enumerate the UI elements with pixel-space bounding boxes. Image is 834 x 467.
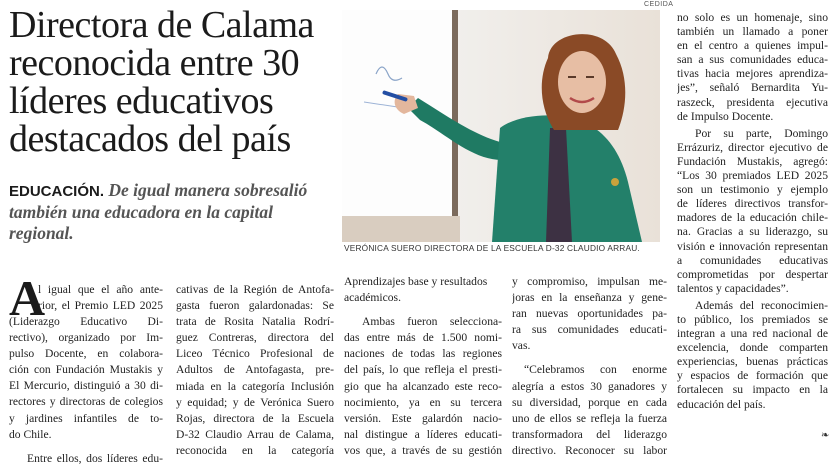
lead-text: regional. [9, 223, 74, 243]
text-line: Fundación Mustakis, agregó: [677, 154, 828, 168]
text-line: jes”, señaló Bernardita Yu- [677, 81, 828, 95]
column-5 [677, 11, 828, 412]
text-line: talentos y capacidades”. [677, 281, 789, 295]
text-line: Ambas fueron selecciona- [362, 315, 502, 329]
text-line: rior, el Premio LED 2025 [38, 299, 163, 313]
text-line: madores de la educación chile- [677, 211, 828, 225]
text-line: (Liderazgo Educativo Di- [9, 315, 163, 328]
text-line: integran a una red nacional de [677, 327, 828, 341]
text-line: versión. Este galardón nacio- [344, 411, 502, 425]
text-line: del país, lo que refleja el presti- [344, 363, 502, 377]
text-line: nal distingue a líderes educati- [344, 427, 502, 441]
text-line: Aprendizajes base y resultados [344, 275, 488, 288]
text-line: pulso Docente, en colabora- [9, 347, 163, 361]
lead-text: también una educadora en la capital [9, 202, 273, 222]
text-line: académicos. [344, 291, 401, 305]
text-line: rectores y directoras de colegios [9, 395, 163, 409]
headline-line: líderes educativos [9, 80, 274, 122]
text-line: san a sus comunidades educa- [677, 53, 828, 67]
text-line: to público, los premiados se [677, 312, 828, 326]
paragraph-gap [9, 443, 163, 451]
lead-text: De igual manera sobresalió [108, 180, 308, 200]
column-3 [344, 274, 502, 459]
text-line: a comunidades educativas [677, 253, 828, 267]
text-line: transformadora del liderazgo [512, 427, 667, 441]
text-line: visión e innovación representan [677, 239, 828, 253]
text-line: reconocida en la categoría [176, 443, 334, 457]
text-line: Rojas, directora de la Escuela [176, 411, 334, 425]
headline [9, 6, 339, 158]
column-1-body [9, 314, 163, 467]
text-line: su diversidad, porque en cada [512, 395, 667, 409]
column-4 [512, 274, 667, 459]
text-line: Entre ellos, dos líderes edu- [27, 451, 163, 465]
text-line: ra sus comunidades educati- [512, 323, 667, 337]
text-line: de líderes directivos transfor- [677, 197, 828, 211]
text-line: na. Gracias a su liderazgo, su [677, 225, 828, 239]
text-line: guez Contreras, directora del [176, 331, 334, 345]
text-line: vos que, a través de su gestión [344, 443, 502, 457]
text-line: nocimiento, ya en su tercera [344, 395, 502, 409]
text-line: “Celebramos con enorme [524, 363, 667, 377]
text-line: y equidad; y de Verónica Suero [176, 395, 334, 409]
text-line: en el centro a quienes impul- [677, 39, 828, 53]
text-line: excelencia, donde comparten [677, 341, 828, 355]
text-line: rectivo), organizado por Im- [9, 331, 163, 345]
text-line: miada en la categoría Inclusión [176, 379, 334, 393]
text-line: ción con Fundación Mustakis y [9, 363, 163, 377]
photo-caption: VERÓNICA SUERO DIRECTORA DE LA ESCUELA D-32 CLAUDIO ARRAU. [344, 243, 640, 253]
photo-credit: CEDIDA [644, 1, 674, 8]
lead-paragraph [9, 180, 339, 244]
text-line: Además del reconocimien- [695, 298, 828, 312]
text-line: directivo. Reconocer su labor [512, 443, 667, 457]
text-line: Por su parte, Domingo [695, 126, 828, 140]
article-photo [342, 10, 660, 242]
text-line: D-32 Claudio Arrau de Calama, [176, 427, 334, 441]
headline-line: destacados del país [9, 118, 291, 160]
text-line: Liceo Técnico Profesional de [176, 347, 334, 361]
drop-cap: A [9, 270, 46, 326]
paragraph-gap [512, 354, 667, 362]
text-line: de Impulso Docente. [677, 109, 774, 123]
text-line: y jardines infantiles de to- [9, 411, 163, 425]
column-2 [176, 282, 334, 459]
text-line: alegría a estos 30 ganadores y [512, 379, 667, 393]
column-1 [38, 282, 163, 314]
text-line: tivas hacia mejores aprendiza- [677, 67, 828, 81]
section-kicker: EDUCACIÓN. [9, 183, 105, 200]
paragraph-gap [344, 306, 502, 314]
text-line: no solo es un homenaje, sino [677, 11, 828, 24]
text-line: uno de ellos se refleja la fuerza [512, 411, 667, 425]
headline-line: Directora de Calama [9, 4, 314, 46]
face [558, 51, 606, 113]
text-line: fortalecen su impacto en la [677, 383, 828, 397]
text-line: do Chile. [9, 427, 52, 441]
text-line: joras en la enseñanza y gene- [512, 291, 667, 305]
text-line: das entre más de 1.500 nomi- [344, 331, 502, 345]
text-line: Errázuriz, director ejecutivo de [677, 140, 828, 154]
text-line: raszeck, presidenta ejecutiva [677, 95, 828, 109]
text-line: El Mercurio, distinguió a 30 di- [9, 379, 163, 393]
text-line: gio que ha alcanzado este reco- [344, 379, 502, 393]
text-line: también un llamado a poner [677, 25, 828, 39]
text-line: naciones de todas las regiones [344, 347, 502, 361]
text-line: son un testimonio y ejemplo [677, 183, 828, 197]
text-line: vas. [512, 339, 531, 353]
text-line: educación del país. [677, 397, 766, 411]
end-of-article-mark: ❧ [821, 430, 830, 441]
text-line: l igual que el año ante- [38, 283, 163, 296]
text-line: experiencias, buenas prácticas [677, 355, 828, 369]
text-line: Adultos de Antofagasta, pre- [176, 363, 334, 377]
brooch [611, 178, 619, 186]
text-line: “Los 30 premiados LED 2025 [677, 169, 828, 183]
text-line: ran nuevas oportunidades pa- [512, 307, 667, 321]
text-line: gasta fueron galardonadas: Se [176, 299, 334, 313]
text-line: y compromiso, impulsan me- [512, 275, 667, 288]
text-line: comprometidas por despertar [677, 267, 828, 281]
headline-line: reconocida entre 30 [9, 42, 300, 84]
text-line: cativas de la Región de Antofa- [176, 283, 334, 296]
text-line: trata de Rosita Natalia Rodrí- [176, 315, 334, 329]
text-line: y espacios de formación que [677, 369, 828, 383]
table [342, 216, 460, 242]
